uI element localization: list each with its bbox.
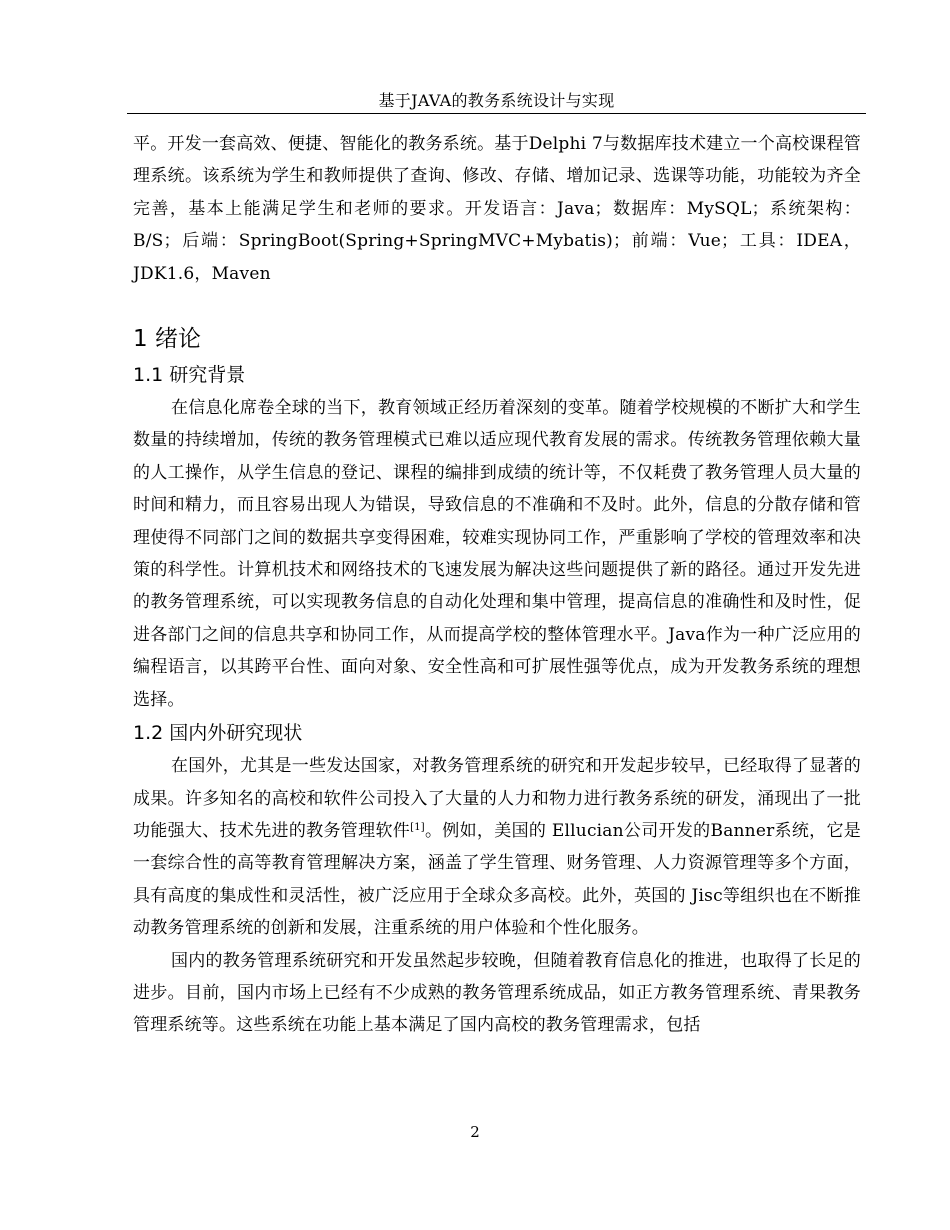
page-number: 2 (470, 1123, 480, 1141)
foreign-research-text-a: 在国外，尤其是一些发达国家，对教务管理系统的研究和开发起步较早，已经取得了显著的成果。许多知名的高校和软件公司投入了大量的人力和物力进行教务系统的研发，涌现出了一批功能强大、技术先进的教务管理软件 (133, 756, 861, 841)
domestic-research-paragraph: 国内的教务管理系统研究和开发虽然起步较晚，但随着教育信息化的推进，也取得了长足的进步。目前，国内市场上已经有不少成熟的教务管理系统成品，如正方教务管理系统、青果教务管理系统等。这些系统在功能上基本满足了国内高校的教务管理需求，包括 (133, 950, 861, 1036)
page-body (133, 128, 861, 1042)
header-rule (127, 113, 866, 114)
foreign-research-text-b: 。例如，美国的 Ellucian公司开发的Banner系统，它是一套综合性的高等教育管理解决方案，涵盖了学生管理、财务管理、人力资源管理等多个方面，具有高度的集成性和灵活性，被广泛应用于全球众多高校。此外，英国的 Jisc等组织也在不断推动教务管理系统的创新和发展，注重系统的用户体验和个性化服务。 (133, 820, 862, 939)
section-heading-1-2: 1.2 国内外研究现状 (133, 722, 303, 745)
running-header: 基于JAVA的教务系统设计与实现 (378, 91, 615, 110)
intro-paragraph: 平。开发一套高效、便捷、智能化的教务系统。基于Delphi 7与数据库技术建立一个高校课程管理系统。该系统为学生和教师提供了查询、修改、存储、增加记录、选课等功能，功能较为齐全完善，基本上能满足学生和老师的要求。开发语言：Java；数据库：MySQL；系统架构：B/S；后端：SpringBoot(Spring+SpringMVC+Mybatis)；前端：Vue；工具：IDEA，JDK1.6，Maven (133, 134, 861, 284)
foreign-research-paragraph (133, 750, 861, 944)
background-paragraph: 在信息化席卷全球的当下，教育领域正经历着深刻的变革。随着学校规模的不断扩大和学生数量的持续增加，传统的教务管理模式已难以适应现代教育发展的需求。传统教务管理依赖大量的人工操作，从学生信息的登记、课程的编排到成绩的统计等，不仅耗费了教务管理人员大量的时间和精力，而且容易出现人为错误，导致信息的不准确和不及时。此外，信息的分散存储和管理使得不同部门之间的数据共享变得困难，较难实现协同工作，严重影响了学校的管理效率和决策的科学性。计算机技术和网络技术的飞速发展为解决这些问题提供了新的路径。通过开发先进的教务管理系统，可以实现教务信息的自动化处理和集中管理，提高信息的准确性和及时性，促进各部门之间的信息共享和协同工作，从而提高学校的整体管理水平。Java作为一种广泛应用的编程语言，以其跨平台性、面向对象、安全性高和可扩展性强等优点，成为开发教务系统的理想选择。 (133, 398, 861, 710)
section-heading-1-1: 1.1 研究背景 (133, 364, 246, 387)
chapter-heading: 1 绪论 (133, 326, 201, 353)
citation-ref: [1] (410, 821, 425, 833)
